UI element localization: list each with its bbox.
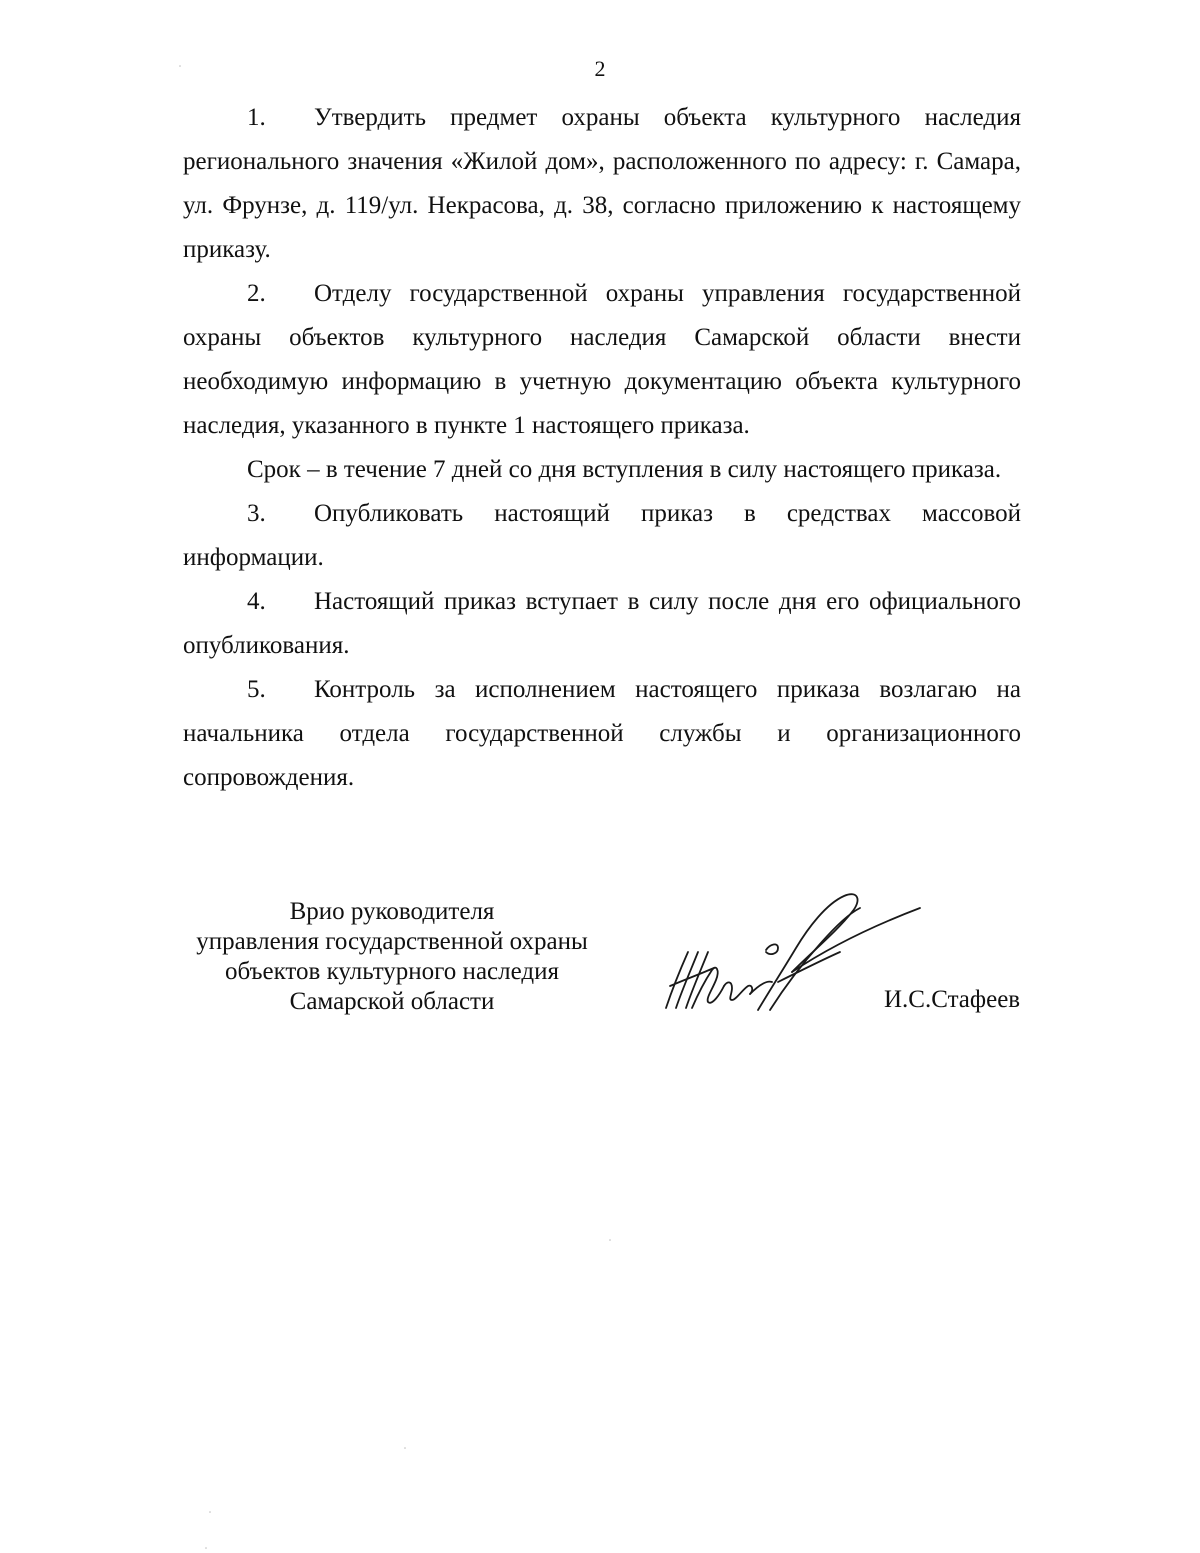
paragraph-3-number: 3. — [247, 500, 266, 527]
signer-name: И.С.Стафеев — [884, 986, 1021, 1013]
paragraph-1-text: Утвердить предмет охраны объекта культурного наследия регионального значения «Жилой дом», расположенного по адресу: г. Самара, ул. Фрунзе, д. 119/ул. Некрасова, д. 38, согласно приложению к настоящему приказу. — [183, 104, 1021, 263]
signatory-position-line-2: управления государственной охраны — [196, 928, 588, 955]
paragraph-3-text: Опубликовать настоящий приказ в средствах массовой информации. — [183, 500, 1021, 571]
signatory-position-line-3: объектов культурного наследия — [225, 958, 559, 985]
paragraph-5-text: Контроль за исполнением настоящего приказа возлагаю на начальника отдела государственной службы и организационного сопровождения. — [183, 676, 1021, 791]
paragraph-term-text: Срок – в течение 7 дней со дня вступления в силу настоящего приказа. — [247, 456, 1002, 483]
paragraph-1-number: 1. — [247, 104, 266, 131]
signatory-position-line-1: Врио руководителя — [289, 898, 495, 925]
paragraph-2-text: Отделу государственной охраны управления государственной охраны объектов культурного наследия Самарской области внести необходимую информацию в учетную документацию объекта культурного наследия, указанного в пункте 1 настоящего приказа. — [183, 280, 1021, 439]
paragraph-2-number: 2. — [247, 280, 266, 307]
signatory-position-line-4: Самарской области — [289, 988, 495, 1015]
paragraph-5-number: 5. — [247, 676, 266, 703]
paragraph-4-text: Настоящий приказ вступает в силу после дня его официального опубликования. — [183, 588, 1021, 659]
paragraph-4-number: 4. — [247, 588, 266, 615]
page-number: 2 — [594, 56, 606, 81]
